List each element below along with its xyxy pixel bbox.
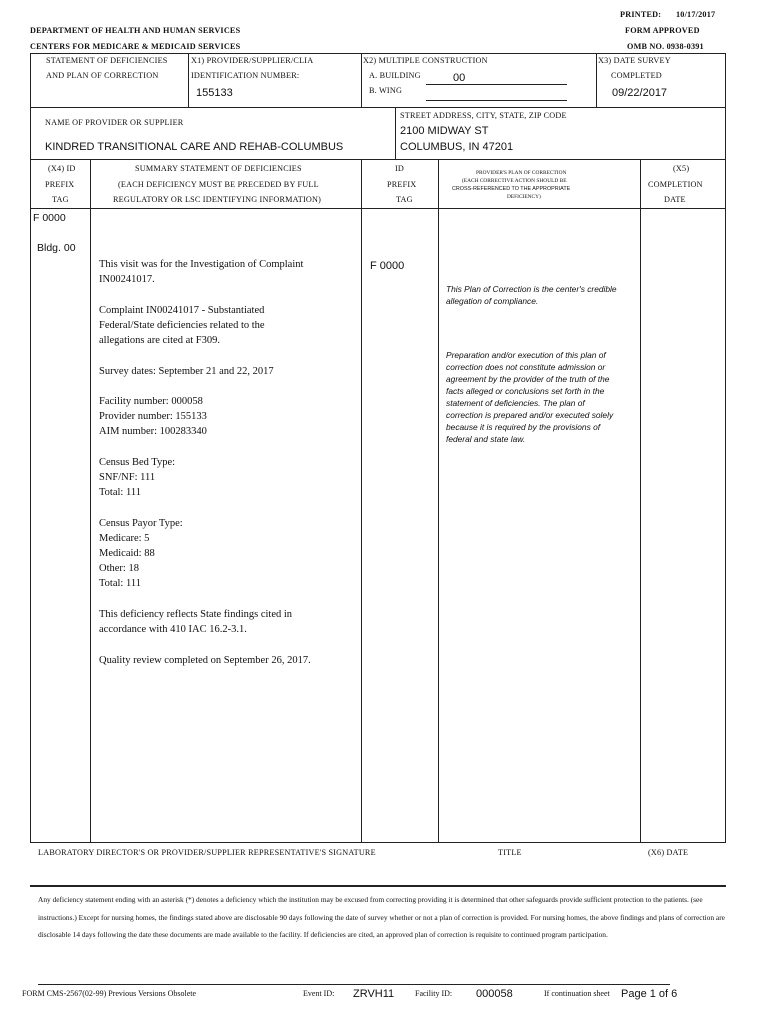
table-bottom bbox=[30, 842, 726, 843]
box-divider bbox=[361, 53, 362, 108]
summary-line: Medicaid: 88 bbox=[99, 548, 155, 559]
statement-label-1: STATEMENT OF DEFICIENCIES bbox=[46, 56, 168, 65]
row-divider bbox=[725, 107, 726, 160]
provider-name: KINDRED TRANSITIONAL CARE AND REHAB-COLUMBUS bbox=[45, 141, 344, 153]
summary-line: Other: 18 bbox=[99, 563, 139, 574]
box-divider bbox=[188, 53, 189, 108]
top-border bbox=[30, 53, 726, 54]
deficiency-tag: F 0000 bbox=[33, 212, 66, 224]
department-heading: DEPARTMENT OF HEALTH AND HUMAN SERVICES bbox=[30, 26, 241, 35]
address-line-2: COLUMBUS, IN 47201 bbox=[400, 141, 514, 153]
title-label: TITLE bbox=[498, 848, 522, 857]
poc-header-3: CROSS-REFERENCED TO THE APPROPRIATE bbox=[452, 186, 571, 192]
date-survey-label: X3) DATE SURVEY bbox=[598, 56, 671, 65]
address-line-1: 2100 MIDWAY ST bbox=[400, 125, 489, 137]
building-underline bbox=[426, 84, 567, 85]
completed-label: COMPLETED bbox=[611, 71, 662, 80]
summary-line: Federal/State deficiencies related to the bbox=[99, 320, 265, 331]
summary-line: AIM number: 100283340 bbox=[99, 426, 207, 437]
page-number: Page 1 of 6 bbox=[621, 988, 678, 1000]
event-id-value: ZRVH11 bbox=[353, 988, 395, 1000]
col-line bbox=[361, 159, 362, 842]
x6-date-label: (X6) DATE bbox=[648, 848, 689, 857]
summary-line: Total: 111 bbox=[99, 578, 141, 589]
summary-line: Facility number: 000058 bbox=[99, 396, 203, 407]
summary-line: Survey dates: September 21 and 22, 2017 bbox=[99, 366, 274, 377]
row-bottom bbox=[30, 159, 726, 160]
continuation-label: If continuation sheet bbox=[544, 989, 610, 998]
summary-line: Complaint IN00241017 - Substantiated bbox=[99, 305, 265, 316]
summary-line: Census Bed Type: bbox=[99, 457, 176, 468]
building-tag: Bldg. 00 bbox=[37, 242, 76, 254]
wing-label: B. WING bbox=[369, 86, 403, 95]
signature-label: LABORATORY DIRECTOR'S OR PROVIDER/SUPPLIER REPRESENTATIVE'S SIGNATURE bbox=[38, 848, 376, 857]
col-line bbox=[438, 159, 439, 842]
footnote-rule bbox=[38, 984, 670, 985]
provider-id-label-1: X1) PROVIDER/SUPPLIER/CLIA bbox=[191, 56, 314, 65]
row-divider bbox=[395, 107, 396, 160]
provider-id-label-2: IDENTIFICATION NUMBER: bbox=[191, 71, 300, 80]
summary-line: Quality review completed on September 26, 2017. bbox=[99, 655, 311, 666]
signature-divider bbox=[30, 885, 726, 887]
x5-header: (X5) bbox=[673, 164, 690, 173]
x4-prefix-header: PREFIX bbox=[45, 180, 75, 189]
summary-line: This deficiency reflects State findings cited in bbox=[99, 609, 293, 620]
statement-label-2: AND PLAN OF CORRECTION bbox=[46, 71, 159, 80]
box-divider bbox=[725, 53, 726, 108]
provider-id-value: 155133 bbox=[196, 87, 233, 99]
facility-id-label: Facility ID: bbox=[415, 989, 453, 998]
printed-label: PRINTED: bbox=[620, 10, 662, 19]
summary-line: Provider number: 155133 bbox=[99, 411, 207, 422]
summary-header-3: REGULATORY OR LSC IDENTIFYING INFORMATION) bbox=[113, 195, 322, 204]
survey-date-value: 09/22/2017 bbox=[612, 87, 668, 99]
summary-line: SNF/NF: 111 bbox=[99, 472, 156, 483]
poc-statement-2: Preparation and/or execution of this plan of correction does not constitute admission or agreement by the provider of the truth of the facts alleged or conclusions set forth in the statement of deficiencies. The plan of correction is prepared and/or executed solely because it is required by the provisions of federal and state law. bbox=[446, 350, 614, 444]
facility-id-value: 000058 bbox=[476, 988, 513, 1000]
summary-line: allegations are cited at F309. bbox=[99, 335, 221, 346]
address-label: STREET ADDRESS, CITY, STATE, ZIP CODE bbox=[400, 111, 567, 120]
box-divider bbox=[596, 53, 597, 108]
header-bottom bbox=[30, 208, 726, 209]
box-bottom bbox=[30, 107, 726, 108]
poc-header-2: (EACH CORRECTIVE ACTION SHOULD BE bbox=[462, 178, 567, 184]
x4-tag-header: TAG bbox=[52, 195, 69, 204]
col-line bbox=[90, 159, 91, 842]
building-value: 00 bbox=[453, 72, 466, 84]
summary-line: Medicare: 5 bbox=[99, 533, 150, 544]
date-header: DATE bbox=[664, 195, 686, 204]
summary-line: IN00241017. bbox=[99, 274, 155, 285]
row-divider bbox=[30, 107, 31, 160]
x4-id-header: (X4) ID bbox=[48, 164, 76, 173]
summary-line: Census Payor Type: bbox=[99, 518, 183, 529]
event-id-label: Event ID: bbox=[303, 989, 335, 998]
summary-line: This visit was for the Investigation of Complaint bbox=[99, 259, 304, 270]
footnote: Any deficiency statement ending with an asterisk (*) denotes a deficiency which the institution may be excused from correcting providing it is determined that other safeguards provide sufficient protection to the patients. (see instructions.) Except for nursing homes, the findings stated above are disclosable 90 days following the date of survey whether or not a plan of correction is provided. For nursing homes, the above findings and plans of correction are disclosable 14 days following the date these documents are made available to the facility. If deficiencies are cited, an approved plan of correction is requisite to continued program participation. bbox=[38, 895, 725, 939]
poc-header-4: DEFICIENCY) bbox=[507, 194, 541, 200]
building-label: A. BUILDING bbox=[369, 71, 421, 80]
plan-tag: F 0000 bbox=[370, 260, 405, 272]
tag-header: TAG bbox=[396, 195, 413, 204]
form-number: FORM CMS-2567(02-99) Previous Versions Obsolete bbox=[22, 989, 197, 998]
poc-statement-1: This Plan of Correction is the center's credible allegation of compliance. bbox=[446, 284, 617, 306]
prefix-header: PREFIX bbox=[387, 180, 417, 189]
box-divider bbox=[30, 53, 31, 108]
col-line bbox=[725, 159, 726, 842]
summary-header-2: (EACH DEFICIENCY MUST BE PRECEDED BY FULL bbox=[118, 180, 319, 189]
completion-header: COMPLETION bbox=[648, 180, 703, 189]
col-line bbox=[640, 159, 641, 842]
omb-number: OMB NO. 0938-0391 bbox=[627, 42, 704, 51]
wing-underline bbox=[426, 100, 567, 101]
printed-date: 10/17/2017 bbox=[676, 10, 716, 19]
provider-name-label: NAME OF PROVIDER OR SUPPLIER bbox=[45, 118, 184, 127]
col-line bbox=[30, 159, 31, 842]
id-header: ID bbox=[395, 164, 405, 173]
poc-header-1: PROVIDER'S PLAN OF CORRECTION bbox=[476, 170, 567, 176]
summary-line: Total: 111 bbox=[99, 487, 141, 498]
form-approved: FORM APPROVED bbox=[625, 26, 700, 35]
summary-header-1: SUMMARY STATEMENT OF DEFICIENCIES bbox=[135, 164, 302, 173]
centers-heading: CENTERS FOR MEDICARE & MEDICAID SERVICES bbox=[30, 42, 241, 51]
multiple-construction-label: X2) MULTIPLE CONSTRUCTION bbox=[363, 56, 488, 65]
summary-line: accordance with 410 IAC 16.2-3.1. bbox=[99, 624, 247, 635]
